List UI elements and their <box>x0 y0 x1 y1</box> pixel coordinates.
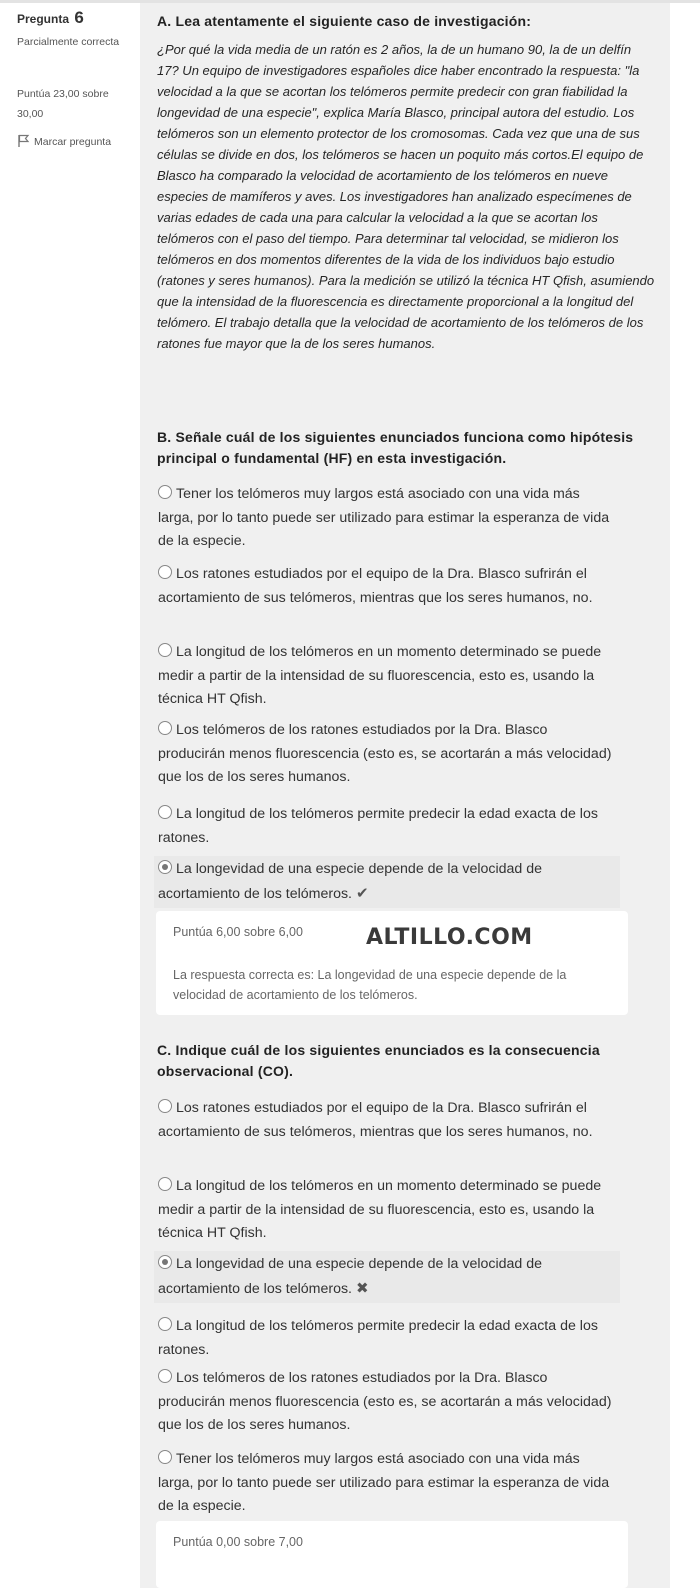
option-label: La longevidad de una especie depende de la velocidad de acortamiento de los telómeros. <box>158 1256 543 1297</box>
part-a-heading: A. Lea atentamente el siguiente caso de investigación: <box>157 13 532 29</box>
case-text: ¿Por qué la vida media de un ratón es 2 años, la de un humano 90, la de un delfín 17? Un equipo de investigadores españoles dice haber encontrado la respuesta: "la velocidad a la que se acortan los telómeros permite predecir con gran fiabilidad la longevidad de una especie", explica María Blasco, principal autora del estudio. Los telómeros son un elemento protector de los cromosomas. Cada vez que una de sus células se divide en dos, los telómeros se hacen un poquito más cortos.El equipo de Blasco ha comparado la velocidad de acortamiento de los telómeros en nueve especies de mamíferos y aves. Los investigadores han analizado especímenes de varias edades de cada una para calcular la velocidad a la que se acortan los telómeros con el paso del tiempo. Para determinar tal velocidad, se midieron los telómeros en dos momentos diferentes de la vida de los individuos bajo estudio (ratones y seres humanos). Para la medición se utilizó la técnica HT Qfish, asumiendo que la intensidad de la fluorescencia es directamente proporcional a la longitud del telómero. El trabajo detalla que la velocidad de acortamiento de los telómeros de los ratones fue mayor que la de los seres humanos. <box>157 42 655 351</box>
option-label: Los telómeros de los ratones estudiados por la Dra. Blasco producirán menos fluorescencia (esto es, se acortarán a más velocidad) que los de los seres humanos. <box>158 1370 612 1433</box>
part-b-option-3[interactable] <box>154 639 620 714</box>
question-state: Parcialmente correcta <box>17 36 120 48</box>
flag-question-link[interactable] <box>17 134 111 148</box>
check-icon: ✔ <box>356 884 369 902</box>
part-c-feedback-grade: Puntúa 0,00 sobre 7,00 <box>173 1535 303 1549</box>
option-label: Los telómeros de los ratones estudiados por la Dra. Blasco producirán menos fluorescencia (esto es, se acortarán a más velocidad) que los de los seres humanos. <box>158 722 612 785</box>
radio-button[interactable] <box>158 643 172 657</box>
option-label: Los ratones estudiados por el equipo de la Dra. Blasco sufrirán el acortamiento de sus telómeros, mientras que los seres humanos, no. <box>158 566 593 606</box>
option-label: La longevidad de una especie depende de la velocidad de acortamiento de los telómeros. <box>158 861 543 902</box>
part-c-option-2[interactable] <box>154 1173 620 1248</box>
part-c-feedback <box>156 1521 628 1588</box>
radio-button[interactable] <box>158 805 172 819</box>
part-b-correct-answer: La respuesta correcta es: La longevidad de una especie depende de la velocidad de acortamiento de los telómeros. <box>173 968 567 1002</box>
part-b-feedback-grade: Puntúa 6,00 sobre 6,00 <box>173 925 303 939</box>
part-c-option-1[interactable] <box>154 1095 620 1146</box>
question-number <box>17 8 84 28</box>
radio-button[interactable] <box>158 1099 172 1113</box>
radio-button[interactable] <box>158 485 172 499</box>
option-label: Tener los telómeros muy largos está asociado con una vida más larga, por lo tanto puede ser utilizado para estimar la esperanza de vida de la especie. <box>158 1451 610 1514</box>
part-b-heading: B. Señale cuál de los siguientes enunciados funciona como hipótesis principal o fundamental (HF) en esta investigación. <box>157 429 634 466</box>
question-grade: Puntúa 23,00 sobre 30,00 <box>17 88 109 120</box>
question-label: Pregunta <box>17 12 70 26</box>
flag-question-label: Marcar pregunta <box>34 136 112 148</box>
option-label: La longitud de los telómeros permite predecir la edad exacta de los ratones. <box>158 806 598 846</box>
watermark-logo: ALTILLO.COM <box>366 925 533 950</box>
option-label: Los ratones estudiados por el equipo de la Dra. Blasco sufrirán el acortamiento de sus telómeros, mientras que los seres humanos, no. <box>158 1100 593 1140</box>
part-b-option-2[interactable] <box>154 561 620 612</box>
part-b-option-4[interactable] <box>154 717 620 792</box>
question-info-panel <box>6 4 128 1588</box>
part-c-option-4[interactable] <box>154 1313 620 1364</box>
option-label: Tener los telómeros muy largos está asociado con una vida más larga, por lo tanto puede ser utilizado para estimar la esperanza de vida de la especie. <box>158 486 610 549</box>
part-b-feedback <box>156 911 628 1015</box>
radio-button-selected[interactable] <box>158 860 172 874</box>
radio-button[interactable] <box>158 721 172 735</box>
part-b-option-1[interactable] <box>154 481 620 556</box>
part-c-heading: C. Indique cuál de los siguientes enunciados es la consecuencia observacional (CO). <box>157 1042 600 1079</box>
option-label: La longitud de los telómeros en un momento determinado se puede medir a partir de la intensidad de su fluorescencia, esto es, usando la técnica HT Qfish. <box>158 644 602 707</box>
part-b-option-6[interactable] <box>154 856 620 908</box>
question-number-value: 6 <box>74 8 84 27</box>
question-content <box>140 3 670 1588</box>
radio-button[interactable] <box>158 1450 172 1464</box>
radio-button[interactable] <box>158 1317 172 1331</box>
option-label: La longitud de los telómeros en un momento determinado se puede medir a partir de la intensidad de su fluorescencia, esto es, usando la técnica HT Qfish. <box>158 1178 602 1241</box>
radio-button[interactable] <box>158 565 172 579</box>
radio-button[interactable] <box>158 1177 172 1191</box>
part-c-option-5[interactable] <box>154 1365 620 1440</box>
flag-icon <box>17 134 30 148</box>
radio-button-selected[interactable] <box>158 1255 172 1269</box>
cross-icon: ✖ <box>356 1279 369 1297</box>
part-b-option-5[interactable] <box>154 801 620 852</box>
option-label: La longitud de los telómeros permite predecir la edad exacta de los ratones. <box>158 1318 598 1358</box>
radio-button[interactable] <box>158 1369 172 1383</box>
part-c-option-6[interactable] <box>154 1446 620 1521</box>
part-c-option-3[interactable] <box>154 1251 620 1303</box>
